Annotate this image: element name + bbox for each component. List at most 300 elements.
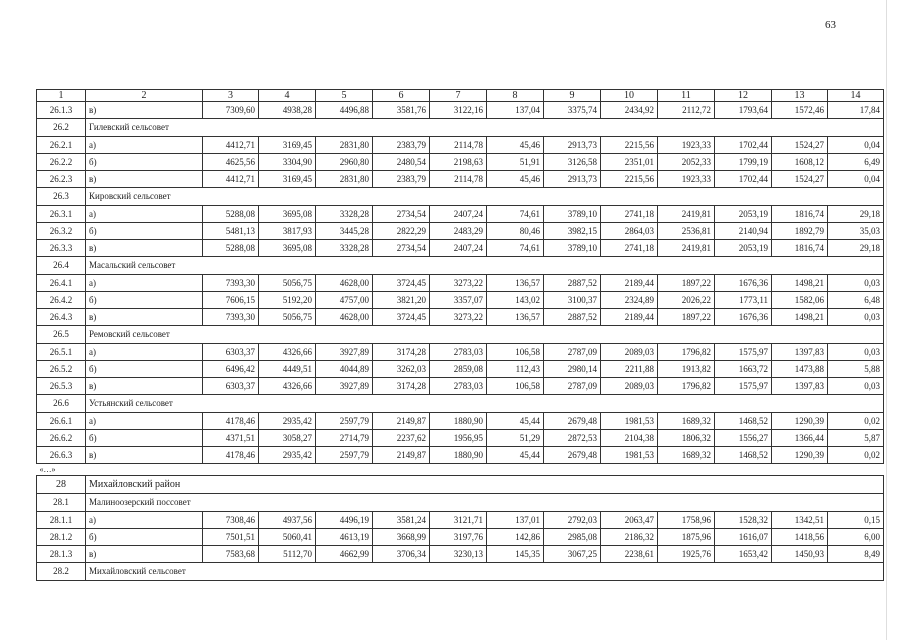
- value-cell: 5112,70: [259, 546, 316, 563]
- value-cell: 4044,89: [316, 361, 373, 378]
- table-row: [37, 546, 884, 563]
- row-code: 26.3.2: [37, 223, 86, 240]
- value-cell: 2026,22: [658, 292, 715, 309]
- value-cell: 3273,22: [430, 309, 487, 326]
- value-cell: 3927,89: [316, 378, 373, 395]
- table-row: [37, 309, 884, 326]
- value-cell: 0,15: [828, 512, 884, 529]
- value-cell: 3668,99: [373, 529, 430, 546]
- value-cell: 1816,74: [772, 206, 828, 223]
- value-cell: 2407,24: [430, 240, 487, 257]
- table-row: [37, 223, 884, 240]
- value-cell: 3817,93: [259, 223, 316, 240]
- value-cell: 4628,00: [316, 275, 373, 292]
- header-cell: 5: [316, 90, 373, 102]
- value-cell: 1793,64: [715, 102, 772, 119]
- table-row: [37, 447, 884, 464]
- row-subitem: в): [86, 102, 203, 119]
- table-row: [37, 413, 884, 430]
- value-cell: 1925,76: [658, 546, 715, 563]
- value-cell: 2792,03: [544, 512, 601, 529]
- value-cell: 2734,54: [373, 206, 430, 223]
- value-cell: 4178,46: [203, 413, 259, 430]
- row-subitem: а): [86, 413, 203, 430]
- value-cell: 2149,87: [373, 447, 430, 464]
- section-title: Масальский сельсовет: [86, 257, 884, 275]
- value-cell: 1418,56: [772, 529, 828, 546]
- value-cell: 2114,78: [430, 137, 487, 154]
- value-cell: 2935,42: [259, 413, 316, 430]
- header-cell: 10: [601, 90, 658, 102]
- ellipsis-row: [37, 464, 884, 476]
- value-cell: 8,49: [828, 546, 884, 563]
- value-cell: 3262,03: [373, 361, 430, 378]
- value-cell: 1450,93: [772, 546, 828, 563]
- value-cell: 3581,24: [373, 512, 430, 529]
- value-cell: 1981,53: [601, 413, 658, 430]
- row-subitem: б): [86, 430, 203, 447]
- row-code: 26.6.1: [37, 413, 86, 430]
- value-cell: 3273,22: [430, 275, 487, 292]
- page-number: 63: [825, 19, 836, 31]
- row-subitem: в): [86, 309, 203, 326]
- section-row: [37, 257, 884, 275]
- value-cell: 17,84: [828, 102, 884, 119]
- row-code: 26.5.1: [37, 344, 86, 361]
- value-cell: 2383,79: [373, 171, 430, 188]
- value-cell: 3121,71: [430, 512, 487, 529]
- table-row: [37, 240, 884, 257]
- value-cell: 2887,52: [544, 309, 601, 326]
- header-cell: 9: [544, 90, 601, 102]
- row-subitem: б): [86, 154, 203, 171]
- table-row: [37, 378, 884, 395]
- row-code: 28.1.3: [37, 546, 86, 563]
- value-cell: 2351,01: [601, 154, 658, 171]
- value-cell: 74,61: [487, 240, 544, 257]
- value-cell: 3197,76: [430, 529, 487, 546]
- value-cell: 7308,46: [203, 512, 259, 529]
- row-subitem: б): [86, 223, 203, 240]
- value-cell: 3695,08: [259, 240, 316, 257]
- value-cell: 2831,80: [316, 171, 373, 188]
- row-subitem: а): [86, 137, 203, 154]
- table-row: [37, 344, 884, 361]
- value-cell: 45,44: [487, 413, 544, 430]
- value-cell: 7393,30: [203, 309, 259, 326]
- value-cell: 2089,03: [601, 344, 658, 361]
- value-cell: 4326,66: [259, 344, 316, 361]
- value-cell: 4625,56: [203, 154, 259, 171]
- section-code: 26.3: [37, 188, 86, 206]
- value-cell: 2483,29: [430, 223, 487, 240]
- value-cell: 5288,08: [203, 240, 259, 257]
- row-code: 28.1.1: [37, 512, 86, 529]
- value-cell: 2741,18: [601, 240, 658, 257]
- value-cell: 2324,89: [601, 292, 658, 309]
- table-row: [37, 512, 884, 529]
- value-cell: 1956,95: [430, 430, 487, 447]
- value-cell: 3174,28: [373, 378, 430, 395]
- table-row: [37, 529, 884, 546]
- section-code: 28.1: [37, 494, 86, 512]
- value-cell: 2189,44: [601, 275, 658, 292]
- value-cell: 0,03: [828, 309, 884, 326]
- value-cell: 2960,80: [316, 154, 373, 171]
- header-cell: 13: [772, 90, 828, 102]
- section-row: [37, 119, 884, 137]
- value-cell: 3695,08: [259, 206, 316, 223]
- value-cell: 3724,45: [373, 309, 430, 326]
- value-cell: 2787,09: [544, 344, 601, 361]
- value-cell: 136,57: [487, 275, 544, 292]
- table-row: [37, 102, 884, 119]
- value-cell: 112,43: [487, 361, 544, 378]
- value-cell: 1773,11: [715, 292, 772, 309]
- table-row: [37, 430, 884, 447]
- value-cell: 2238,61: [601, 546, 658, 563]
- value-cell: 3328,28: [316, 240, 373, 257]
- value-cell: 7606,15: [203, 292, 259, 309]
- row-code: 26.2.2: [37, 154, 86, 171]
- value-cell: 1880,90: [430, 447, 487, 464]
- value-cell: 2419,81: [658, 206, 715, 223]
- row-code: 26.4.1: [37, 275, 86, 292]
- value-cell: 2783,03: [430, 378, 487, 395]
- value-cell: 1676,36: [715, 275, 772, 292]
- value-cell: 5,88: [828, 361, 884, 378]
- header-cell: 7: [430, 90, 487, 102]
- value-cell: 3581,76: [373, 102, 430, 119]
- value-cell: 1575,97: [715, 378, 772, 395]
- value-cell: 51,29: [487, 430, 544, 447]
- section-code: 26.4: [37, 257, 86, 275]
- data-table: [36, 89, 884, 581]
- value-cell: 1342,51: [772, 512, 828, 529]
- header-cell: 1: [37, 90, 86, 102]
- value-cell: 1796,82: [658, 344, 715, 361]
- value-cell: 2985,08: [544, 529, 601, 546]
- value-cell: 2383,79: [373, 137, 430, 154]
- section-code: 26.2: [37, 119, 86, 137]
- value-cell: 1816,74: [772, 240, 828, 257]
- value-cell: 0,04: [828, 137, 884, 154]
- value-cell: 1913,82: [658, 361, 715, 378]
- row-code: 26.2.3: [37, 171, 86, 188]
- value-cell: 0,04: [828, 171, 884, 188]
- row-code: 26.3.3: [37, 240, 86, 257]
- value-cell: 0,02: [828, 447, 884, 464]
- value-cell: 2053,19: [715, 240, 772, 257]
- value-cell: 4937,56: [259, 512, 316, 529]
- section-code: 28.2: [37, 563, 86, 581]
- value-cell: 3927,89: [316, 344, 373, 361]
- value-cell: 1572,46: [772, 102, 828, 119]
- value-cell: 106,58: [487, 378, 544, 395]
- value-cell: 0,03: [828, 275, 884, 292]
- section-title: Ремовский сельсовет: [86, 326, 884, 344]
- section-title: Устьянский сельсовет: [86, 395, 884, 413]
- value-cell: 1702,44: [715, 171, 772, 188]
- value-cell: 3230,13: [430, 546, 487, 563]
- value-cell: 1290,39: [772, 447, 828, 464]
- value-cell: 106,58: [487, 344, 544, 361]
- value-cell: 4412,71: [203, 137, 259, 154]
- value-cell: 1806,32: [658, 430, 715, 447]
- value-cell: 1616,07: [715, 529, 772, 546]
- value-cell: 3789,10: [544, 206, 601, 223]
- value-cell: 4371,51: [203, 430, 259, 447]
- value-cell: 1524,27: [772, 171, 828, 188]
- value-cell: 5060,41: [259, 529, 316, 546]
- value-cell: 2679,48: [544, 413, 601, 430]
- header-cell: 4: [259, 90, 316, 102]
- value-cell: 1676,36: [715, 309, 772, 326]
- value-cell: 1897,22: [658, 309, 715, 326]
- value-cell: 0,03: [828, 344, 884, 361]
- value-cell: 2112,72: [658, 102, 715, 119]
- value-cell: 1796,82: [658, 378, 715, 395]
- value-cell: 3058,27: [259, 430, 316, 447]
- value-cell: 1923,33: [658, 171, 715, 188]
- value-cell: 6496,42: [203, 361, 259, 378]
- value-cell: 2859,08: [430, 361, 487, 378]
- value-cell: 3169,45: [259, 137, 316, 154]
- value-cell: 0,02: [828, 413, 884, 430]
- value-cell: 1468,52: [715, 447, 772, 464]
- value-cell: 2734,54: [373, 240, 430, 257]
- value-cell: 3067,25: [544, 546, 601, 563]
- value-cell: 1981,53: [601, 447, 658, 464]
- row-subitem: в): [86, 447, 203, 464]
- value-cell: 1575,97: [715, 344, 772, 361]
- value-cell: 2063,47: [601, 512, 658, 529]
- row-subitem: а): [86, 512, 203, 529]
- district-title: Михайловский район: [86, 476, 884, 494]
- value-cell: 2480,54: [373, 154, 430, 171]
- row-subitem: а): [86, 275, 203, 292]
- value-cell: 145,35: [487, 546, 544, 563]
- table-row: [37, 275, 884, 292]
- value-cell: 5056,75: [259, 275, 316, 292]
- value-cell: 4757,00: [316, 292, 373, 309]
- value-cell: 7501,51: [203, 529, 259, 546]
- value-cell: 3328,28: [316, 206, 373, 223]
- value-cell: 2597,79: [316, 447, 373, 464]
- value-cell: 2679,48: [544, 447, 601, 464]
- value-cell: 2935,42: [259, 447, 316, 464]
- value-cell: 1653,42: [715, 546, 772, 563]
- header-cell: 8: [487, 90, 544, 102]
- value-cell: 2913,73: [544, 171, 601, 188]
- value-cell: 2822,29: [373, 223, 430, 240]
- value-cell: 3174,28: [373, 344, 430, 361]
- header-cell: 3: [203, 90, 259, 102]
- value-cell: 2741,18: [601, 206, 658, 223]
- value-cell: 1498,21: [772, 275, 828, 292]
- value-cell: 2186,32: [601, 529, 658, 546]
- value-cell: 1397,83: [772, 344, 828, 361]
- value-cell: 1799,19: [715, 154, 772, 171]
- value-cell: 1689,32: [658, 447, 715, 464]
- row-code: 26.2.1: [37, 137, 86, 154]
- table-row: [37, 137, 884, 154]
- value-cell: 1528,32: [715, 512, 772, 529]
- header-cell: 14: [828, 90, 884, 102]
- row-code: 26.5.2: [37, 361, 86, 378]
- value-cell: 80,46: [487, 223, 544, 240]
- value-cell: 5056,75: [259, 309, 316, 326]
- table-row: [37, 206, 884, 223]
- value-cell: 2198,63: [430, 154, 487, 171]
- value-cell: 136,57: [487, 309, 544, 326]
- section-title: Михайловский сельсовет: [86, 563, 884, 581]
- value-cell: 1582,06: [772, 292, 828, 309]
- row-subitem: в): [86, 546, 203, 563]
- row-code: 26.6.3: [37, 447, 86, 464]
- header-cell: 12: [715, 90, 772, 102]
- value-cell: 3706,34: [373, 546, 430, 563]
- value-cell: 3982,15: [544, 223, 601, 240]
- row-code: 26.6.2: [37, 430, 86, 447]
- value-cell: 4496,19: [316, 512, 373, 529]
- value-cell: 1473,88: [772, 361, 828, 378]
- value-cell: 3304,90: [259, 154, 316, 171]
- header-row: [37, 90, 884, 102]
- value-cell: 45,44: [487, 447, 544, 464]
- row-code: 26.3.1: [37, 206, 86, 223]
- value-cell: 2536,81: [658, 223, 715, 240]
- value-cell: 1468,52: [715, 413, 772, 430]
- row-subitem: а): [86, 344, 203, 361]
- value-cell: 3169,45: [259, 171, 316, 188]
- value-cell: 1663,72: [715, 361, 772, 378]
- row-code: 26.4.2: [37, 292, 86, 309]
- section-title: Кировский сельсовет: [86, 188, 884, 206]
- ellipsis-mark: «…»: [37, 464, 884, 476]
- value-cell: 1366,44: [772, 430, 828, 447]
- row-subitem: б): [86, 361, 203, 378]
- section-row: [37, 563, 884, 581]
- row-subitem: в): [86, 378, 203, 395]
- value-cell: 45,46: [487, 137, 544, 154]
- row-subitem: б): [86, 292, 203, 309]
- value-cell: 2114,78: [430, 171, 487, 188]
- row-code: 26.4.3: [37, 309, 86, 326]
- value-cell: 6,00: [828, 529, 884, 546]
- value-cell: 3445,28: [316, 223, 373, 240]
- value-cell: 2783,03: [430, 344, 487, 361]
- value-cell: 3357,07: [430, 292, 487, 309]
- value-cell: 7583,68: [203, 546, 259, 563]
- value-cell: 1880,90: [430, 413, 487, 430]
- section-title: Гилевский сельсовет: [86, 119, 884, 137]
- section-row: [37, 395, 884, 413]
- value-cell: 3789,10: [544, 240, 601, 257]
- row-subitem: б): [86, 529, 203, 546]
- value-cell: 2407,24: [430, 206, 487, 223]
- value-cell: 2831,80: [316, 137, 373, 154]
- value-cell: 1608,12: [772, 154, 828, 171]
- value-cell: 4662,99: [316, 546, 373, 563]
- section-row: [37, 188, 884, 206]
- value-cell: 3821,20: [373, 292, 430, 309]
- section-title: Малиноозерский поссовет: [86, 494, 884, 512]
- value-cell: 4613,19: [316, 529, 373, 546]
- section-row: [37, 326, 884, 344]
- value-cell: 2104,38: [601, 430, 658, 447]
- header-cell: 2: [86, 90, 203, 102]
- value-cell: 2089,03: [601, 378, 658, 395]
- value-cell: 4412,71: [203, 171, 259, 188]
- value-cell: 2237,62: [373, 430, 430, 447]
- value-cell: 4938,28: [259, 102, 316, 119]
- value-cell: 6,49: [828, 154, 884, 171]
- value-cell: 1556,27: [715, 430, 772, 447]
- value-cell: 1892,79: [772, 223, 828, 240]
- value-cell: 45,46: [487, 171, 544, 188]
- value-cell: 2053,19: [715, 206, 772, 223]
- value-cell: 6,48: [828, 292, 884, 309]
- value-cell: 142,86: [487, 529, 544, 546]
- value-cell: 1897,22: [658, 275, 715, 292]
- value-cell: 2149,87: [373, 413, 430, 430]
- value-cell: 1397,83: [772, 378, 828, 395]
- value-cell: 2872,53: [544, 430, 601, 447]
- value-cell: 1524,27: [772, 137, 828, 154]
- value-cell: 7393,30: [203, 275, 259, 292]
- row-code: 26.5.3: [37, 378, 86, 395]
- table-row: [37, 361, 884, 378]
- row-subitem: в): [86, 171, 203, 188]
- value-cell: 1758,96: [658, 512, 715, 529]
- value-cell: 3126,58: [544, 154, 601, 171]
- value-cell: 2887,52: [544, 275, 601, 292]
- value-cell: 6303,37: [203, 344, 259, 361]
- value-cell: 143,02: [487, 292, 544, 309]
- value-cell: 1290,39: [772, 413, 828, 430]
- header-cell: 11: [658, 90, 715, 102]
- value-cell: 5192,20: [259, 292, 316, 309]
- table-row: [37, 154, 884, 171]
- value-cell: 2714,79: [316, 430, 373, 447]
- value-cell: 3122,16: [430, 102, 487, 119]
- value-cell: 5288,08: [203, 206, 259, 223]
- value-cell: 29,18: [828, 206, 884, 223]
- value-cell: 1702,44: [715, 137, 772, 154]
- value-cell: 137,04: [487, 102, 544, 119]
- page-edge-line: [886, 0, 887, 640]
- value-cell: 1875,96: [658, 529, 715, 546]
- value-cell: 4449,51: [259, 361, 316, 378]
- section-code: 26.6: [37, 395, 86, 413]
- value-cell: 3100,37: [544, 292, 601, 309]
- value-cell: 2215,56: [601, 171, 658, 188]
- table-row: [37, 171, 884, 188]
- value-cell: 35,03: [828, 223, 884, 240]
- row-code: 26.1.3: [37, 102, 86, 119]
- table-row: [37, 292, 884, 309]
- value-cell: 2980,14: [544, 361, 601, 378]
- value-cell: 5,87: [828, 430, 884, 447]
- value-cell: 4178,46: [203, 447, 259, 464]
- row-code: 28.1.2: [37, 529, 86, 546]
- section-row: [37, 494, 884, 512]
- value-cell: 1923,33: [658, 137, 715, 154]
- value-cell: 0,03: [828, 378, 884, 395]
- value-cell: 6303,37: [203, 378, 259, 395]
- value-cell: 2913,73: [544, 137, 601, 154]
